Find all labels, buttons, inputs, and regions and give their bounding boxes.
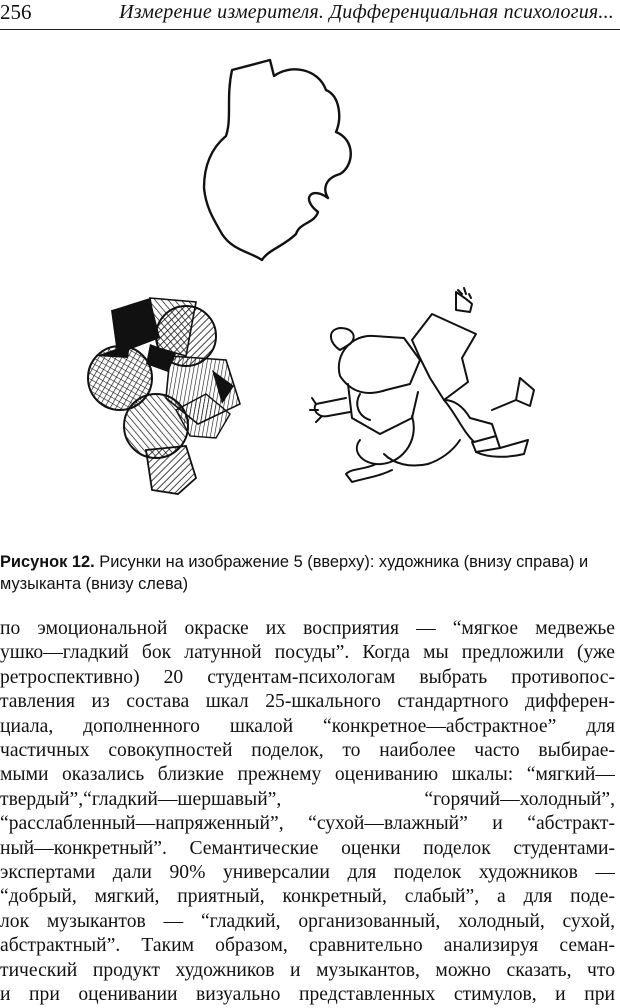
shape-image-5 bbox=[204, 60, 351, 260]
text-line: мыми оказались близкие прежнему оцениванию шкалы: “мягкий— bbox=[0, 764, 615, 786]
text-line: тавления из состава шкал 25-шкального стандартного дифферен- bbox=[0, 691, 615, 713]
musician-drawing bbox=[88, 298, 240, 494]
text-line: по эмоциональной окраске их восприятия — “мягкое медвежье bbox=[0, 618, 615, 639]
artist-drawing bbox=[310, 288, 534, 482]
running-title: Измерение измерителя. Дифференциальная психология... bbox=[119, 1, 614, 23]
text-line: частичных совокупностей поделок, то наиболее часто выбирае- bbox=[0, 740, 615, 762]
caption-text: Рисунки на изображение 5 (вверху): художника (внизу справа) и музыканта (внизу слева) bbox=[0, 553, 589, 593]
text-line: лок музыкантов — “гладкий, организованный, холодный, сухой, bbox=[0, 910, 615, 932]
text-line: экспертами дали 90% универсалии для поделок художников — bbox=[0, 862, 615, 884]
page-header bbox=[0, 0, 620, 30]
text-line: твердый”,“гладкий—шершавый”, “горячий—холодный”, bbox=[0, 788, 615, 810]
figure-12 bbox=[0, 38, 620, 548]
text-line: абстрактный”. Таким образом, сравнительно анализируя семан- bbox=[0, 935, 615, 957]
text-line: ушко—гладкий бок латунной посуды”. Когда мы предложили (уже bbox=[0, 642, 615, 664]
text-line: и при оценивании визуально представленных стимулов, и при bbox=[0, 984, 615, 1006]
figure-caption bbox=[0, 551, 620, 595]
text-line: “расслабленный—напряженный”, “сухой—влажный” и “абстракт- bbox=[0, 813, 615, 835]
text-line: циала, дополненного шкалой “конкретное—абстрактное” для bbox=[0, 715, 615, 737]
text-line: ретроспективно) 20 студентам-психологам выбрать противопос- bbox=[0, 666, 615, 688]
caption-label: Рисунок 12. bbox=[0, 553, 95, 571]
body-text bbox=[0, 617, 620, 1008]
text-line: “добрый, мягкий, приятный, конкретный, слабый”, а для поде- bbox=[0, 886, 615, 908]
page-number: 256 bbox=[0, 0, 32, 24]
text-line: ный—конкретный”. Семантические оценки поделок студентами- bbox=[0, 837, 615, 859]
text-line: тический продукт художников и музыкантов, можно сказать, что bbox=[0, 959, 615, 981]
